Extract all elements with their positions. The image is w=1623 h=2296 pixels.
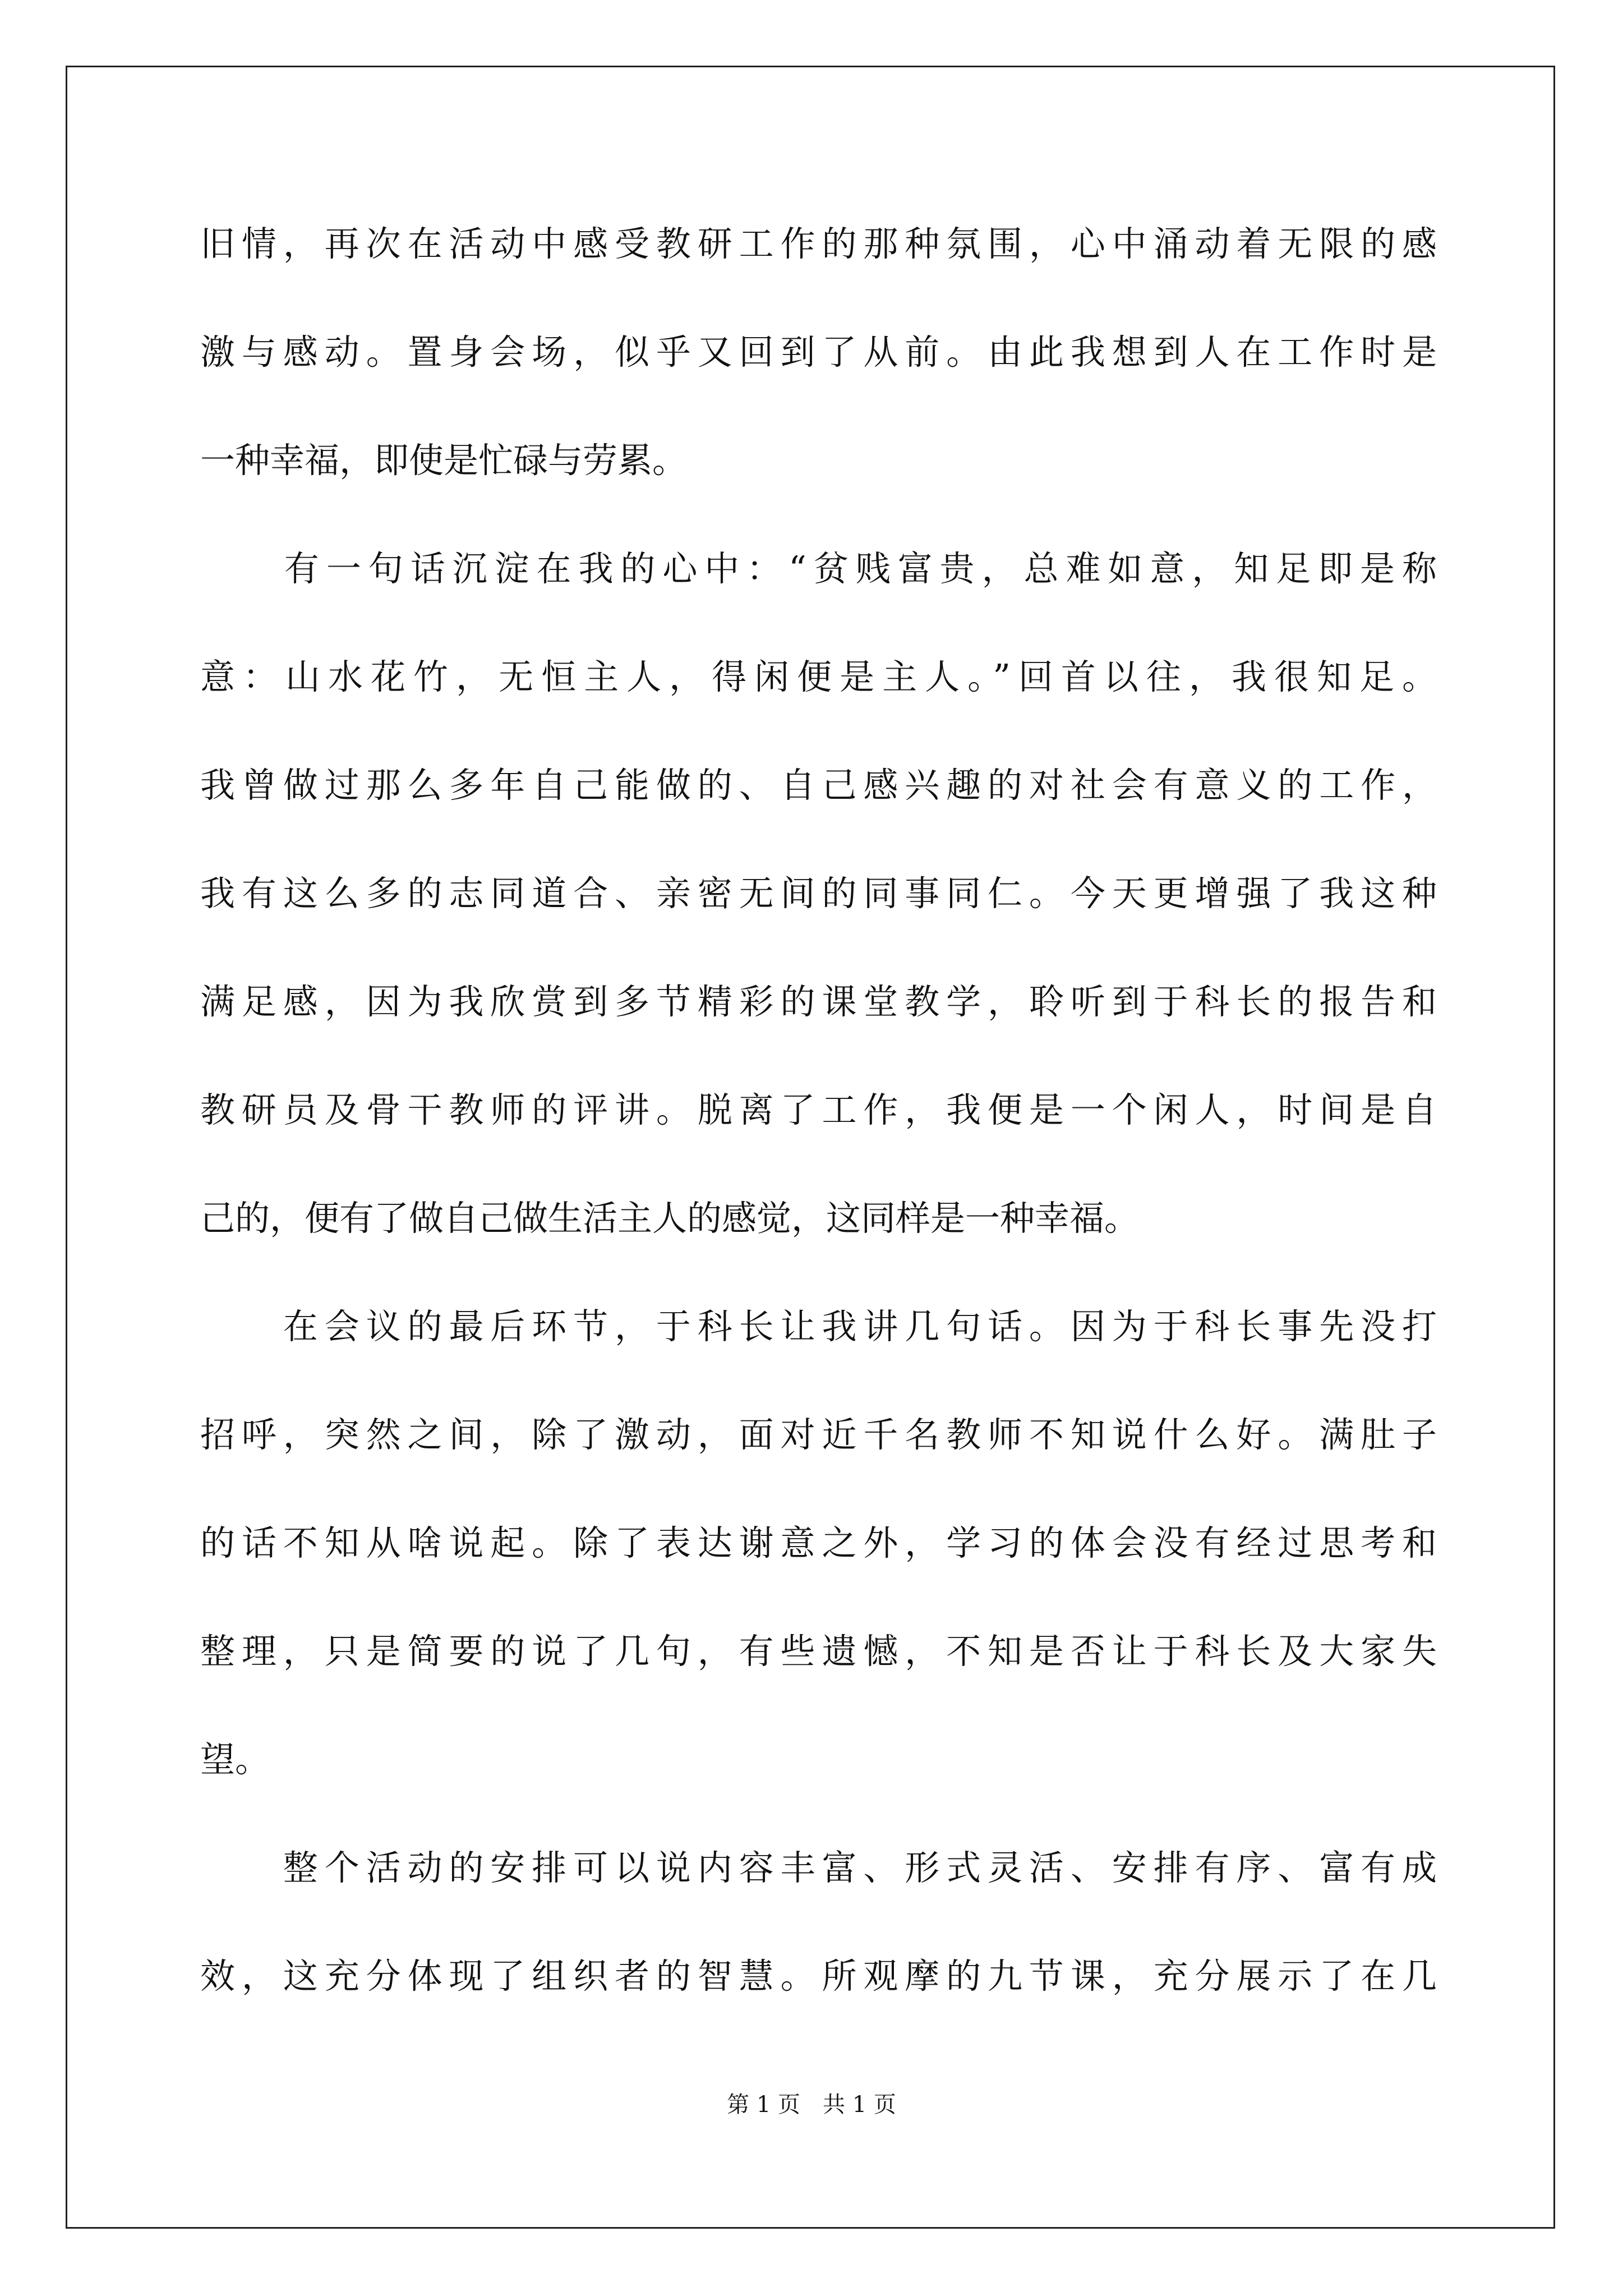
text-line: 望。	[200, 1739, 270, 1780]
text-line: 有一句话沉淀在我的心中：“贫贱富贵，总难如意，知足即是称	[200, 548, 1437, 589]
page-number: 第 1 页 共 1 页	[727, 2092, 896, 2118]
text-line: 旧情，再次在活动中感受教研工作的那种氛围，心中涌动着无限的感	[200, 223, 1437, 264]
text-line: 己的，便有了做自己做生活主人的感觉，这同样是一种幸福。	[200, 1198, 1140, 1239]
text-line: 一种幸福，即使是忙碌与劳累。	[200, 440, 688, 481]
text-line: 满足感，因为我欣赏到多节精彩的课堂教学，聆听到于科长的报告和	[200, 981, 1437, 1022]
page-border	[66, 66, 1555, 2229]
text-line: 效，这充分体现了组织者的智慧。所观摩的九节课，充分展示了在几	[200, 1955, 1437, 1996]
text-line: 在会议的最后环节，于科长让我讲几句话。因为于科长事先没打	[200, 1306, 1437, 1347]
text-line: 教研员及骨干教师的评讲。脱离了工作，我便是一个闲人，时间是自	[200, 1089, 1437, 1130]
text-line: 我有这么多的志同道合、亲密无间的同事同仁。今天更增强了我这种	[200, 873, 1437, 914]
page-footer	[0, 2088, 1623, 2122]
text-line: 意：山水花竹，无恒主人，得闲便是主人。”回首以往，我很知足。	[200, 656, 1437, 697]
text-line: 的话不知从啥说起。除了表达谢意之外，学习的体会没有经过思考和	[200, 1522, 1437, 1563]
text-line: 激与感动。置身会场，似乎又回到了从前。由此我想到人在工作时是	[200, 332, 1437, 372]
text-line: 我曾做过那么多年自己能做的、自己感兴趣的对社会有意义的工作，	[200, 765, 1437, 806]
text-line: 整个活动的安排可以说内容丰富、形式灵活、安排有序、富有成	[200, 1847, 1437, 1888]
text-line: 整理，只是简要的说了几句，有些遗憾，不知是否让于科长及大家失	[200, 1631, 1437, 1672]
text-line: 招呼，突然之间，除了激动，面对近千名教师不知说什么好。满肚子	[200, 1414, 1437, 1455]
